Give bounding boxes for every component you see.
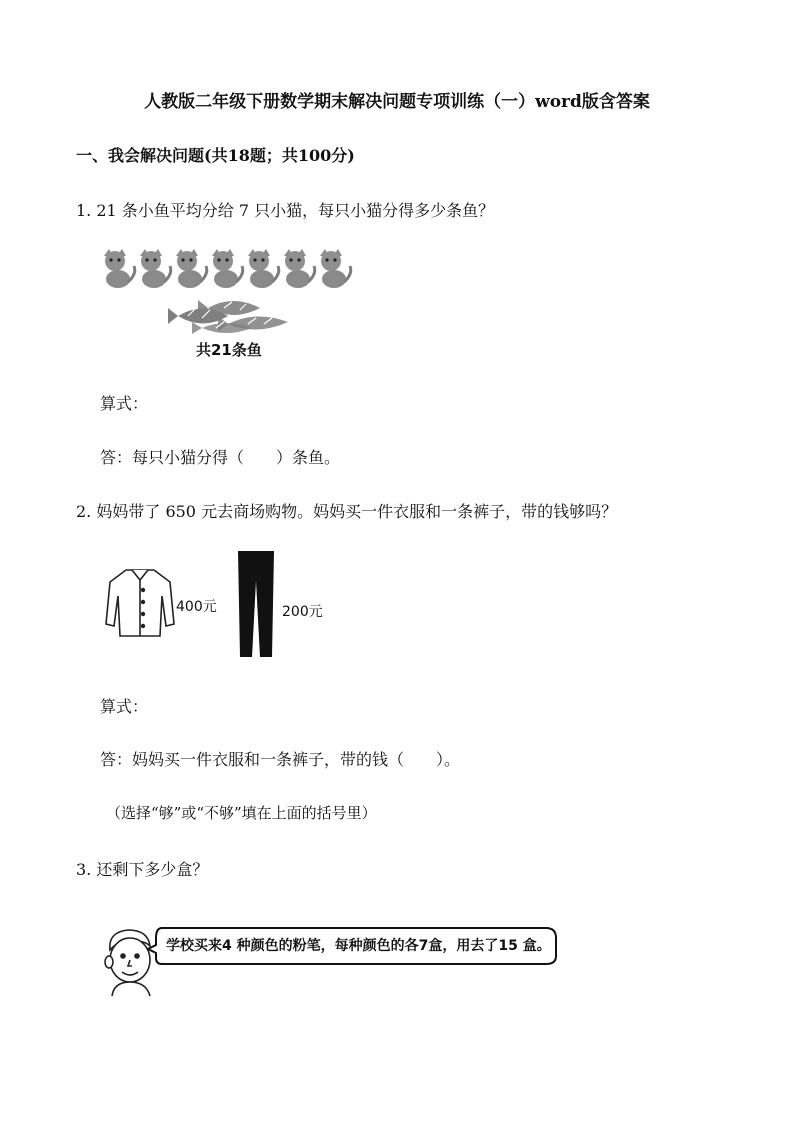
fish-pile-illustration bbox=[168, 296, 292, 336]
cat-icon bbox=[176, 249, 207, 288]
cat-icon bbox=[104, 249, 135, 288]
speech-text: 学校买来4 种颜色的粉笔，每种颜色的各7盒，用去了15 盒。 bbox=[166, 938, 551, 954]
cat-icon bbox=[320, 249, 351, 288]
question-3-text: 3. 还剩下多少盒？ bbox=[76, 860, 209, 879]
pants-price-label: 200元 bbox=[282, 604, 323, 620]
question-2-text: 2. 妈妈带了 650 元去商场购物。妈妈买一件衣服和一条裤子，带的钱够吗？ bbox=[76, 502, 618, 521]
question-1-formula: 算式： bbox=[100, 394, 149, 413]
shirt-price-label: 400元 bbox=[176, 599, 217, 615]
cat-icon bbox=[284, 249, 315, 288]
question-2-answer: 答：妈妈买一件衣服和一条裤子，带的钱（ ）。 bbox=[100, 750, 461, 769]
question-1-answer: 答：每只小猫分得（ ）条鱼。 bbox=[100, 448, 341, 467]
question-1-text: 1. 21 条小鱼平均分给 7 只小猫，每只小猫分得多少条鱼？ bbox=[76, 201, 495, 220]
pants-icon bbox=[236, 551, 276, 659]
fish-count-label: 共21条鱼 bbox=[196, 341, 262, 359]
cat-icon bbox=[248, 249, 279, 288]
question-2-note: （选择“够”或“不够”填在上面的括号里） bbox=[106, 804, 377, 822]
cat-icon bbox=[212, 249, 243, 288]
question-2-formula: 算式： bbox=[100, 697, 149, 716]
cat-icon bbox=[140, 249, 171, 288]
section-heading: 一、我会解决问题(共18题；共100分) bbox=[76, 146, 355, 165]
cats-illustration bbox=[100, 246, 360, 290]
shirt-icon bbox=[104, 566, 176, 638]
page-title: 人教版二年级下册数学期末解决问题专项训练（一）word版含答案 bbox=[144, 92, 650, 112]
